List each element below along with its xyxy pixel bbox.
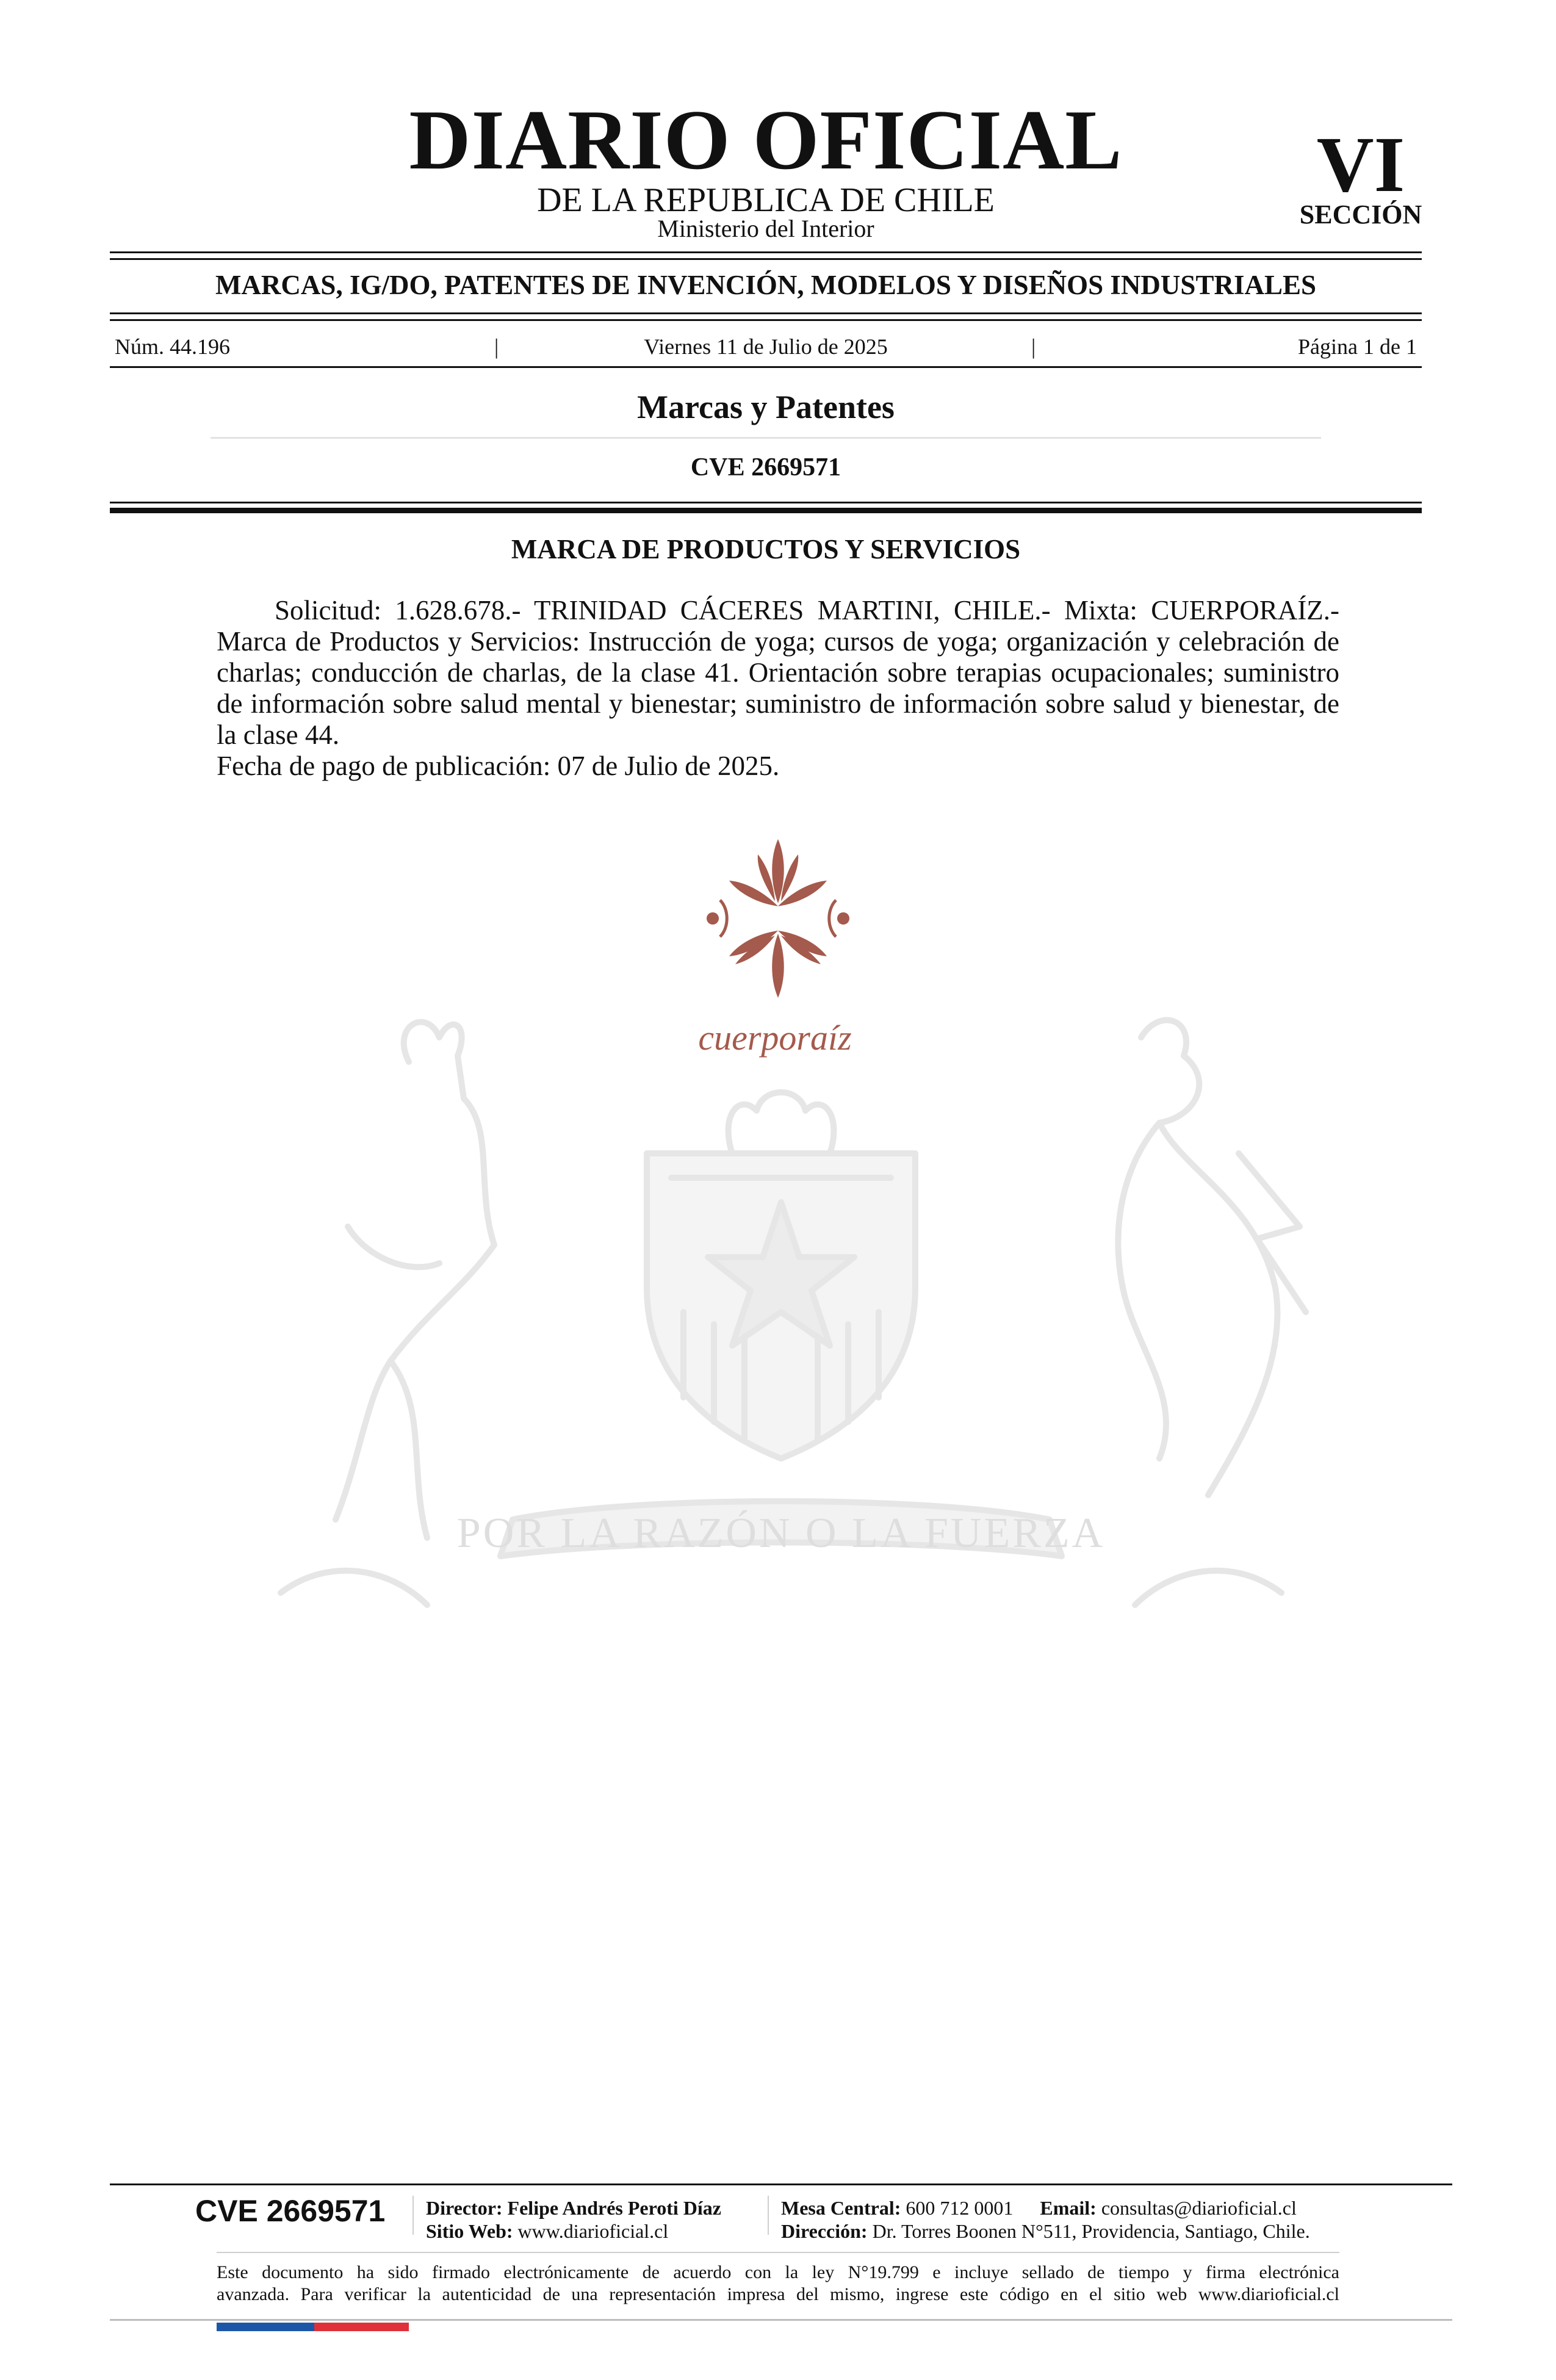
footer-rule-top xyxy=(110,2183,1452,2185)
issue-date: Viernes 11 de Julio de 2025 xyxy=(644,334,888,359)
section-rule-1 xyxy=(110,312,1422,314)
section-label: SECCIÓN xyxy=(1299,200,1422,229)
notice-body xyxy=(217,595,1339,782)
page-indicator: Página 1 de 1 xyxy=(1298,334,1417,359)
logo-wordmark: cuerporaíz xyxy=(698,1018,852,1058)
website-link[interactable]: www.diarioficial.cl xyxy=(517,2220,669,2242)
email-label: Email: xyxy=(1040,2197,1097,2219)
footer-rule-bottom xyxy=(110,2319,1452,2321)
notice-title: MARCA DE PRODUCTOS Y SERVICIOS xyxy=(511,534,1021,564)
notice-paragraph: Solicitud: 1.628.678.- TRINIDAD CÁCERES MARTINI, CHILE.- Mixta: CUERPORAÍZ.- Marca de Productos y Servicios: Instrucción de yoga; cursos de yoga; organización y celebración de charlas; conducción de charlas, de la clase 41. Orientación sobre terapias ocupacionales; suministro de información sobre salud mental y bienestar; suministro de información sobre salud y bienestar, de la clase 44. xyxy=(217,595,1339,750)
cve-rule-thin xyxy=(110,502,1422,503)
footer-divider xyxy=(412,2196,414,2235)
footer-director xyxy=(426,2198,721,2218)
meta-separator: | xyxy=(494,334,499,359)
masthead-rule-2 xyxy=(110,258,1422,260)
footer-rule-mid xyxy=(217,2252,1339,2253)
phone-number: 600 712 0001 xyxy=(906,2197,1014,2219)
payment-date: Fecha de pago de publicación: 07 de Julio de 2025. xyxy=(217,751,780,781)
meta-separator: | xyxy=(1031,334,1036,359)
flag-stripe-red xyxy=(314,2323,409,2331)
flag-stripe-blue xyxy=(217,2323,314,2331)
masthead-subtitle: DE LA REPUBLICA DE CHILE xyxy=(537,181,995,219)
issue-number: Núm. 44.196 xyxy=(115,334,230,359)
footer-website xyxy=(426,2221,668,2241)
coat-of-arms-watermark xyxy=(207,970,1355,1672)
cve-rule-thick xyxy=(110,508,1422,513)
masthead-rule-1 xyxy=(110,251,1422,253)
footer-contact xyxy=(781,2198,1297,2218)
phone-label: Mesa Central: xyxy=(781,2197,901,2219)
masthead-title: DIARIO OFICIAL xyxy=(409,93,1123,187)
address-label: Dirección: xyxy=(781,2220,868,2242)
meta-rule xyxy=(110,366,1422,368)
category-title: Marcas y Patentes xyxy=(637,389,895,425)
cve-code: CVE 2669571 xyxy=(690,453,841,481)
cuerporaiz-logo-icon xyxy=(702,833,854,1004)
issue-meta-row xyxy=(115,334,1417,359)
masthead-ministry: Ministerio del Interior xyxy=(657,215,874,242)
section-rule-2 xyxy=(110,319,1422,321)
director-label: Director: xyxy=(426,2197,503,2219)
footer-divider xyxy=(768,2196,769,2235)
watermark-motto: POR LA RAZÓN O LA FUERZA xyxy=(456,1510,1106,1557)
address-text: Dr. Torres Boonen N°511, Providencia, Santiago, Chile. xyxy=(872,2220,1310,2242)
legal-line-2: avanzada. Para verificar la autenticidad de una representación impresa del mismo, ingrese este código en el sitio web www.diarioficial.cl xyxy=(217,2284,1339,2304)
email-link[interactable]: consultas@diarioficial.cl xyxy=(1101,2197,1297,2219)
section-number: VI xyxy=(1316,121,1405,209)
footer-cve-code: CVE 2669571 xyxy=(195,2194,386,2228)
website-label: Sitio Web: xyxy=(426,2220,513,2242)
category-rule xyxy=(211,437,1321,439)
legal-line-1: Este documento ha sido firmado electrónicamente de acuerdo con la ley N°19.799 e incluye sellado de tiempo y firma electrónica xyxy=(217,2262,1339,2282)
director-name: Felipe Andrés Peroti Díaz xyxy=(507,2197,721,2219)
footer-legal-notice xyxy=(217,2262,1339,2306)
section-name: MARCAS, IG/DO, PATENTES DE INVENCIÓN, MODELOS Y DISEÑOS INDUSTRIALES xyxy=(215,270,1317,300)
footer-address xyxy=(781,2221,1310,2241)
